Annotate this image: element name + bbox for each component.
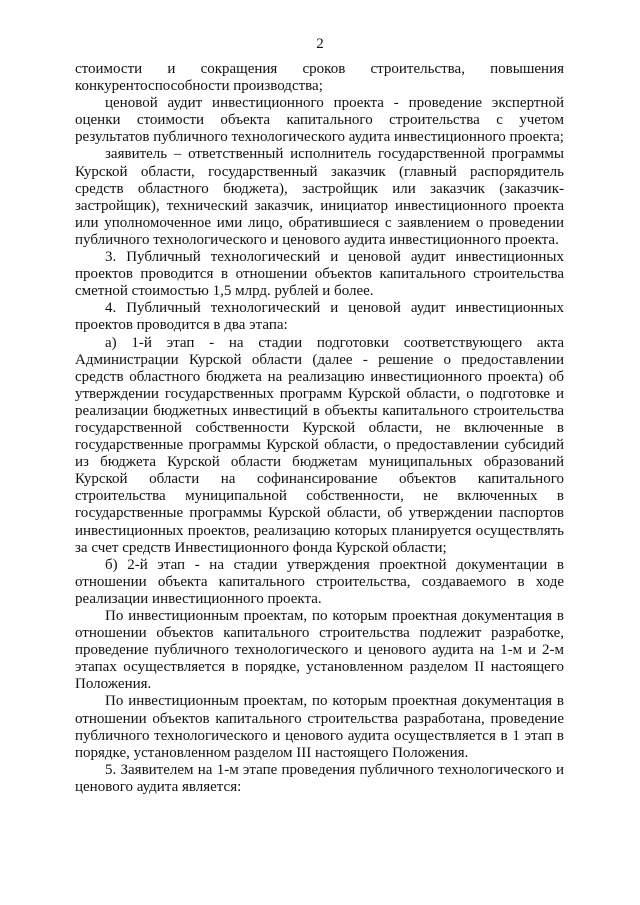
page-number: 2 [316, 36, 324, 52]
paragraph-price-audit-definition: ценовой аудит инвестиционного проекта - проведение экспертной оценки стоимости объекта капитального строительства с учетом результатов публичного технологического аудита инвестиционного проекта; [75, 95, 564, 146]
paragraph-projects-developed: По инвестиционным проектам, по которым проектная документация в отношении объектов капитального строительства разработана, проведение публичного технологического и ценового аудита осуществляется в 1 этап в порядке, установленном разделом III настоящего Положения. [75, 693, 564, 761]
paragraph-item-4: 4. Публичный технологический и ценовой аудит инвестиционных проектов проводится в два этапа: [75, 300, 564, 334]
paragraph-item-4a: а) 1-й этап - на стадии подготовки соответствующего акта Администрации Курской области (далее - решение о предоставлении средств областного бюджета на реализацию инвестиционного проекта) об утверждении государственных программ Курской области, о подготовке и реализации бюджетных инвестиций в объекты капитального строительства государственной собственности Курской области, не включенные в государственные программы Курской области, о предоставлении субсидий из бюджета Курской области бюджетам муниципальных образований Курской области на софинансирование объектов капитального строительства муниципальной собственности, не включенных в государственные программы Курской области, об утверждении паспортов инвестиционных проектов, реализацию которых планируется осуществлять за счет средств Инвестиционного фонда Курской области; [75, 334, 564, 556]
paragraph-item-5: 5. Заявителем на 1-м этапе проведения публичного технологического и ценового аудита является: [75, 761, 564, 795]
document-body [75, 61, 564, 796]
paragraph-continuation: стоимости и сокращения сроков строительства, повышения конкурентоспособности производства; [75, 61, 564, 95]
paragraph-item-4b: б) 2-й этап - на стадии утверждения проектной документации в отношении объекта капитального строительства, создаваемого в ходе реализации инвестиционного проекта. [75, 556, 564, 607]
paragraph-projects-to-develop: По инвестиционным проектам, по которым проектная документация в отношении объектов капитального строительства подлежит разработке, проведение публичного технологического и ценового аудита на 1-м и 2-м этапах осуществляется в порядке, установленном разделом II настоящего Положения. [75, 608, 564, 693]
paragraph-item-3: 3. Публичный технологический и ценовой аудит инвестиционных проектов проводится в отношении объектов капитального строительства сметной стоимостью 1,5 млрд. рублей и более. [75, 249, 564, 300]
paragraph-applicant-definition: заявитель – ответственный исполнитель государственной программы Курской области, государственный заказчик (главный распорядитель средств областного бюджета), застройщик или заказчик (заказчик-застройщик), технический заказчик, инициатор инвестиционного проекта или уполномоченное ими лицо, обратившиеся с заявлением о проведении публичного технологического и ценового аудита инвестиционного проекта. [75, 146, 564, 248]
